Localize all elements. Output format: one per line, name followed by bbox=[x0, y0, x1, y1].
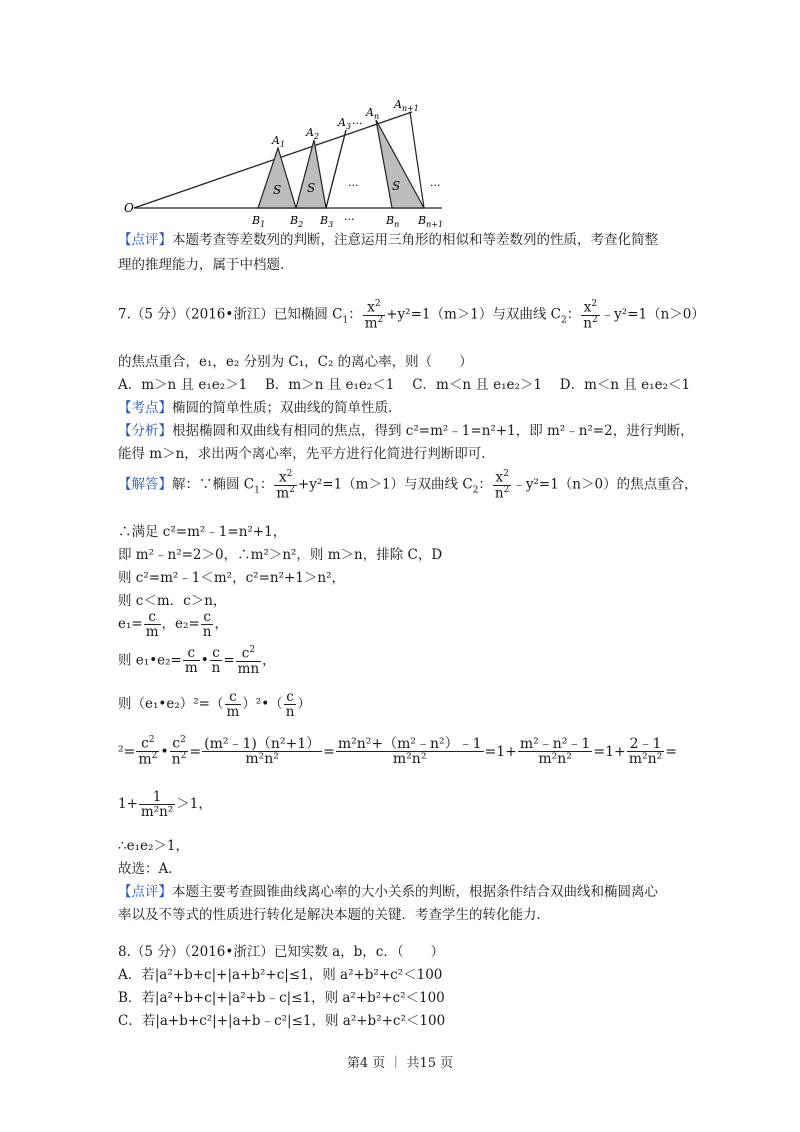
step-4: 则 c＜m．c＞n， bbox=[118, 593, 227, 609]
q7-review-2: 率以及不等式的性质进行转化是解决本题的关键．考查学生的转化能力． bbox=[118, 907, 550, 923]
label-Bn1: $B_{n+1}$ bbox=[418, 214, 444, 229]
q8-stem: 8.（5 分）（2016•浙江）已知实数 a，b，c．（ ） bbox=[118, 944, 445, 960]
dots-top: ... bbox=[352, 114, 363, 127]
label-S1: S bbox=[273, 183, 282, 197]
page-footer: 第4 页 ｜ 共15 页 bbox=[346, 1056, 454, 1071]
label-An1: $A_{n+1}$ bbox=[394, 98, 419, 113]
triangle-n bbox=[376, 120, 424, 208]
triangle-1 bbox=[258, 148, 296, 208]
q6-review-line2: 理的推理能力，属于中档题. bbox=[118, 257, 285, 273]
step-11: 故选：A． bbox=[118, 861, 182, 877]
label-An: $A_n$ bbox=[366, 106, 380, 121]
step-3: 则 c²=m²﹣1＜m²，c²=n²+1＞n²， bbox=[118, 570, 345, 586]
label-Bn: $B_n$ bbox=[386, 214, 400, 229]
q7-kaodian: 【考点】椭圆的简单性质；双曲线的简单性质. bbox=[118, 400, 393, 416]
step-8: ²= $\frac{c^2}{m^2}$ • $\frac{c^2}{n^2}$ = $\frac{\text{(m²﹣1)（n²+1）}}{\text{m²n²}}$ = $\frac{\text{m²n²+（m²﹣n²）﹣1}}{\text{m²n²}}$ =1+ $\frac{\text{m²﹣n²﹣1}}{\text{m²n²}}$ =1+ $\frac{2﹣1}{\text{m²n²}}$ = bbox=[118, 735, 677, 768]
label-O: O bbox=[124, 201, 134, 215]
dots-mid: ... bbox=[348, 176, 359, 189]
step-5: e₁= $\frac{c}{m}$ ，e₂= $\frac{c}{n}$ ， bbox=[118, 609, 228, 641]
geometry-figure bbox=[112, 96, 582, 236]
q7-review-1: 【点评】本题主要考查圆锥曲线离心率的大小关系的判断，根据条件结合双曲线和椭圆离心 bbox=[118, 884, 658, 900]
q7-jieda: 【解答】解：∵椭圆 $C_1$： $\frac{x^2}{m^2}$ +y²=1（m＞1）与双曲线 $C_2$： $\frac{x^2}{n^2}$ ﹣y²=1（n＞0）的焦点重合， bbox=[118, 469, 698, 502]
q7-stem: 7.（5 分）（2016•浙江）已知椭圆 $C_1$： $\frac{x^2}{m^2}$ +y²=1（m＞1）与双曲线 $C_2$： $\frac{x^2}{n^2}$ ﹣y²=1（n＞0） bbox=[118, 299, 705, 332]
q8-option-c: C．若|a+b+c²|+|a+b﹣c²|≤1，则 a²+b²+c²＜100 bbox=[118, 1013, 446, 1029]
label-A3: $A_3$ bbox=[338, 116, 352, 131]
label-B1: $B_1$ bbox=[252, 214, 266, 229]
step-7: 则（e₁•e₂）²=（ $\frac{c}{m}$ ）²•（ $\frac{c}{n}$ ） bbox=[118, 689, 311, 721]
label-Sn: S bbox=[392, 179, 401, 193]
q8-option-a: A．若|a²+b+c|+|a+b²+c|≤1，则 a²+b²+c²＜100 bbox=[118, 967, 443, 983]
step-1: ∴满足 c²=m²﹣1=n²+1， bbox=[118, 524, 287, 540]
review-tag: 【点评】 bbox=[118, 232, 172, 248]
triangle-diagram bbox=[112, 96, 582, 236]
q8-option-b: B．若|a²+b+c|+|a²+b﹣c|≤1，则 a²+b²+c²＜100 bbox=[118, 990, 445, 1006]
q7-options: A．m＞n 且 e₁e₂＞1 B．m＞n 且 e₁e₂＜1 C．m＜n 且 e₁e₂＞1 D．m＜n 且 e₁e₂＜1 bbox=[118, 377, 691, 393]
label-S2: S bbox=[307, 181, 316, 195]
q7-fenxi-2: 能得 m＞n，求出两个离心率，先平方进行化简进行判断即可. bbox=[118, 446, 486, 462]
label-A2: $A_2$ bbox=[306, 126, 320, 141]
step-10: ∴e₁e₂＞1， bbox=[118, 838, 189, 854]
q7-fenxi-1: 【分析】根据椭圆和双曲线有相同的焦点，得到 c²=m²﹣1=n²+1，即 m²﹣n²=2，进行判断， bbox=[118, 423, 694, 439]
label-A1: $A_1$ bbox=[272, 134, 286, 149]
label-B3: $B_3$ bbox=[320, 214, 334, 229]
q6-review-line1: 【点评】本题考查等差数列的判断，注意运用三角形的相似和等差数列的性质，考查化简整 bbox=[118, 232, 658, 248]
q7-line2: 的焦点重合，e₁，e₂ 分别为 C₁，C₂ 的离心率，则（ ） bbox=[118, 354, 473, 370]
step-6: 则 e₁•e₂= $\frac{c}{m}$ • $\frac{c}{n}$ = $\frac{c^2}{mn}$ ， bbox=[118, 645, 276, 677]
dots-right: ... bbox=[430, 176, 441, 189]
dots-bottom: ... bbox=[344, 210, 355, 223]
label-B2: $B_2$ bbox=[290, 214, 304, 229]
step-9: 1+ $\frac{1}{\text{m²n²}}$ ＞1， bbox=[118, 789, 212, 821]
step-2: 即 m²﹣n²=2＞0，∴m²＞n²，则 m＞n，排除 C，D bbox=[118, 547, 443, 563]
